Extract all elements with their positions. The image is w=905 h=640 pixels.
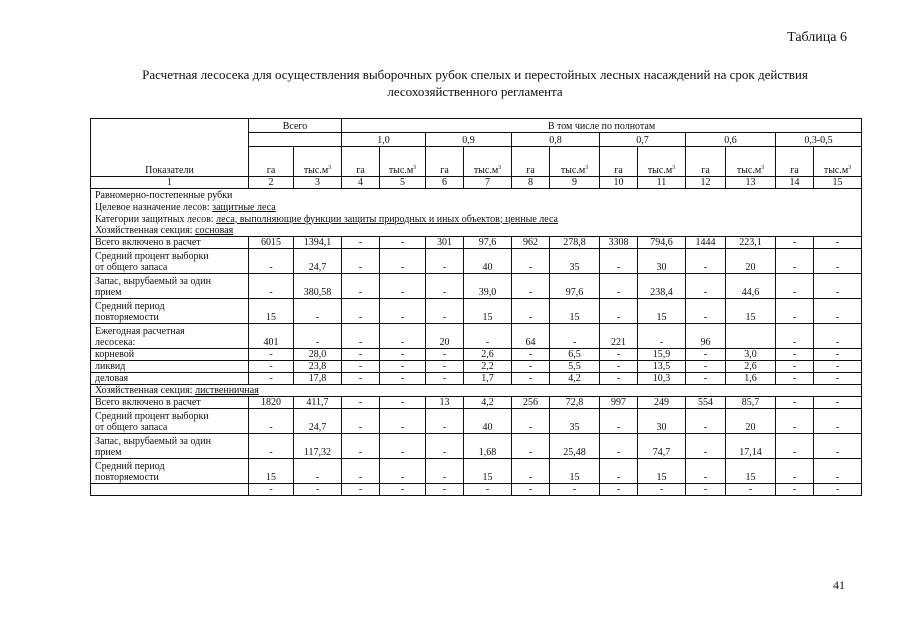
table-cell: 15: [726, 299, 776, 324]
table-cell: -: [380, 361, 426, 373]
table-cell: 97,6: [464, 237, 512, 249]
table-cell: -: [686, 484, 726, 496]
row-label: [91, 459, 249, 484]
table-cell: 30: [638, 409, 686, 434]
table-cell: 5,5: [550, 361, 600, 373]
table-cell: -: [426, 361, 464, 373]
column-number: 2: [249, 177, 294, 189]
unit-volume: [464, 147, 512, 177]
table-cell: 15: [249, 459, 294, 484]
table-cell: -: [686, 299, 726, 324]
unit-ha: га: [342, 147, 380, 177]
table-cell: -: [814, 373, 862, 385]
table-cell: 15: [550, 459, 600, 484]
table-cell: 1,68: [464, 434, 512, 459]
table-cell: -: [342, 459, 380, 484]
density-header: 1,0: [342, 133, 426, 147]
table-cell: -: [380, 397, 426, 409]
document-title: Расчетная лесосека для осуществления выборочных рубок спелых и перестойных лесных насаждений на срок действия лесохозяйственного регламента: [142, 67, 808, 99]
table-cell: -: [512, 274, 550, 299]
row-label-line: от общего запаса: [95, 262, 168, 273]
column-number: 6: [426, 177, 464, 189]
column-number: 4: [342, 177, 380, 189]
table-cell: 74,7: [638, 434, 686, 459]
column-number: 13: [726, 177, 776, 189]
table-cell: 85,7: [726, 397, 776, 409]
table-cell: -: [249, 434, 294, 459]
table-cell: -: [512, 409, 550, 434]
table-cell: -: [512, 249, 550, 274]
table-cell: 28,0: [294, 349, 342, 361]
table-cell: 72,8: [550, 397, 600, 409]
table-cell: -: [464, 324, 512, 349]
table-cell: -: [776, 434, 814, 459]
total-blank-cell: [249, 133, 342, 147]
unit-volume-sup: 3: [498, 165, 502, 171]
table-cell: 24,7: [294, 249, 342, 274]
table-cell: 25,48: [550, 434, 600, 459]
table-cell: 1,7: [464, 373, 512, 385]
unit-volume-text: тыс.м: [473, 165, 499, 176]
row-label-line: лесосека:: [95, 337, 136, 348]
table-cell: -: [342, 349, 380, 361]
table-cell: -: [686, 409, 726, 434]
table-cell: -: [342, 324, 380, 349]
table-cell: -: [512, 484, 550, 496]
table-cell: -: [249, 373, 294, 385]
table-cell: 20: [726, 409, 776, 434]
unit-ha: га: [426, 147, 464, 177]
table-cell: -: [342, 249, 380, 274]
unit-volume-text: тыс.м: [388, 165, 414, 176]
column-number: 1: [91, 177, 249, 189]
table-cell: [726, 324, 776, 349]
table-cell: -: [380, 484, 426, 496]
table-cell: -: [776, 237, 814, 249]
table-cell: -: [512, 459, 550, 484]
table-cell: -: [814, 349, 862, 361]
table-cell: -: [686, 373, 726, 385]
unit-volume-text: тыс.м: [560, 165, 586, 176]
density-header: 0,8: [512, 133, 600, 147]
table-cell: 40: [464, 249, 512, 274]
row-label-line: Средний процент выборки: [95, 251, 209, 262]
table-cell: -: [342, 299, 380, 324]
table-cell: -: [512, 373, 550, 385]
row-label: [91, 324, 249, 349]
table-cell: -: [686, 249, 726, 274]
unit-volume-sup: 3: [328, 165, 332, 171]
table-cell: -: [342, 361, 380, 373]
table-cell: -: [380, 237, 426, 249]
table-cell: -: [464, 484, 512, 496]
table-cell: 44,6: [726, 274, 776, 299]
table-cell: -: [686, 361, 726, 373]
table-cell: -: [776, 299, 814, 324]
unit-ha: га: [776, 147, 814, 177]
section-line-value: лиственничная: [195, 385, 259, 396]
table-cell: -: [380, 274, 426, 299]
table-cell: -: [294, 324, 342, 349]
table-cell: -: [814, 409, 862, 434]
table-cell: 3,0: [726, 349, 776, 361]
table-cell: -: [342, 409, 380, 434]
table-cell: -: [600, 299, 638, 324]
table-cell: -: [342, 397, 380, 409]
table-cell: 223,1: [726, 237, 776, 249]
table-cell: -: [638, 324, 686, 349]
column-number: 3: [294, 177, 342, 189]
table-cell: -: [600, 459, 638, 484]
table-cell: 6015: [249, 237, 294, 249]
table-cell: 97,6: [550, 274, 600, 299]
table-cell: 794,6: [638, 237, 686, 249]
column-number: 11: [638, 177, 686, 189]
row-label-line: повторяемости: [95, 472, 159, 483]
table-cell: -: [550, 324, 600, 349]
column-number: 14: [776, 177, 814, 189]
table-cell: 35: [550, 409, 600, 434]
table-cell: 962: [512, 237, 550, 249]
table-cell: -: [776, 249, 814, 274]
table-cell: -: [426, 459, 464, 484]
row-label: [91, 299, 249, 324]
table-cell: 380,58: [294, 274, 342, 299]
row-label-line: прием: [95, 447, 122, 458]
table-cell: -: [776, 324, 814, 349]
table-cell: 2,6: [726, 361, 776, 373]
table-cell: -: [426, 274, 464, 299]
table-cell: -: [814, 249, 862, 274]
table-cell: 1394,1: [294, 237, 342, 249]
row-label-line: Запас, вырубаемый за один: [95, 436, 211, 447]
table-cell: -: [600, 373, 638, 385]
section-line-label: Хозяйственная секция:: [95, 385, 196, 396]
table-cell: 15: [638, 299, 686, 324]
table-cell: -: [249, 484, 294, 496]
table-cell: -: [512, 299, 550, 324]
row-label-line: деловая: [95, 373, 129, 384]
table-cell: 15: [726, 459, 776, 484]
table-cell: -: [249, 274, 294, 299]
table-cell: -: [638, 484, 686, 496]
table-cell: -: [726, 484, 776, 496]
table-cell: 13,5: [638, 361, 686, 373]
table-cell: -: [426, 299, 464, 324]
table-cell: -: [814, 459, 862, 484]
row-label-line: Средний период: [95, 461, 165, 472]
table-cell: 15: [464, 459, 512, 484]
column-number: 5: [380, 177, 426, 189]
table-cell: -: [249, 361, 294, 373]
table-row: [91, 409, 862, 434]
density-header: 0,6: [686, 133, 776, 147]
table-cell: 1444: [686, 237, 726, 249]
table-cell: 30: [638, 249, 686, 274]
table-cell: -: [600, 434, 638, 459]
row-label: [91, 397, 249, 409]
table-cell: -: [776, 349, 814, 361]
row-label-line: Ежегодная расчетная: [95, 326, 185, 337]
table-cell: -: [814, 434, 862, 459]
table-cell: -: [294, 299, 342, 324]
table-cell: 249: [638, 397, 686, 409]
unit-ha: га: [686, 147, 726, 177]
table-cell: 401: [249, 324, 294, 349]
table-row: [91, 361, 862, 373]
table-cell: -: [814, 361, 862, 373]
table-cell: -: [814, 299, 862, 324]
table-cell: -: [342, 274, 380, 299]
table-cell: -: [380, 459, 426, 484]
table-cell: 256: [512, 397, 550, 409]
table-cell: -: [249, 349, 294, 361]
unit-volume: [380, 147, 426, 177]
row-label-line: корневой: [95, 349, 135, 360]
column-number: 10: [600, 177, 638, 189]
table-cell: 15: [638, 459, 686, 484]
table-cell: -: [686, 459, 726, 484]
table-cell: 10,3: [638, 373, 686, 385]
table-cell: 15,9: [638, 349, 686, 361]
unit-volume-sup: 3: [848, 165, 852, 171]
unit-volume-text: тыс.м: [823, 165, 849, 176]
table-cell: 221: [600, 324, 638, 349]
table-cell: 1820: [249, 397, 294, 409]
row-label: [91, 361, 249, 373]
section-line: [91, 201, 862, 213]
row-label-line: прием: [95, 287, 122, 298]
table-cell: 20: [426, 324, 464, 349]
density-header: 0,7: [600, 133, 686, 147]
table-cell: -: [776, 484, 814, 496]
unit-volume: [814, 147, 862, 177]
table-cell: 96: [686, 324, 726, 349]
table-cell: -: [426, 373, 464, 385]
table-cell: -: [776, 274, 814, 299]
row-label-line: повторяемости: [95, 312, 159, 323]
table-cell: 117,32: [294, 434, 342, 459]
section-line: [91, 225, 862, 237]
table-cell: -: [600, 349, 638, 361]
unit-volume-text: тыс.м: [736, 165, 762, 176]
table-row: [91, 349, 862, 361]
table-cell: -: [686, 434, 726, 459]
table-row: [91, 237, 862, 249]
row-label-line: от общего запаса: [95, 422, 168, 433]
page-number: 41: [833, 578, 845, 592]
unit-volume-sup: 3: [761, 165, 765, 171]
row-label: [91, 249, 249, 274]
table-cell: 3308: [600, 237, 638, 249]
table-cell: -: [342, 237, 380, 249]
table-cell: -: [380, 349, 426, 361]
table-cell: 238,4: [638, 274, 686, 299]
table-cell: -: [600, 249, 638, 274]
table-cell: -: [380, 434, 426, 459]
table-row: [91, 299, 862, 324]
table-cell: -: [380, 324, 426, 349]
table-row: [91, 459, 862, 484]
section-line-label: Целевое назначение лесов:: [95, 201, 213, 213]
table-cell: -: [600, 409, 638, 434]
table-row: [91, 249, 862, 274]
section-line: [91, 385, 862, 397]
table-cell: -: [380, 299, 426, 324]
unit-volume-text: тыс.м: [647, 165, 673, 176]
table-cell: 4,2: [550, 373, 600, 385]
table-row: [91, 324, 862, 349]
column-number: 7: [464, 177, 512, 189]
table-cell: -: [426, 249, 464, 274]
section-line: [91, 189, 862, 201]
section-line-label: Равномерно-постепенные рубки: [95, 189, 233, 201]
row-label-line: Запас, вырубаемый за один: [95, 276, 211, 287]
table-cell: -: [426, 349, 464, 361]
header-total: Всего: [249, 119, 342, 133]
table-row: [91, 274, 862, 299]
table-cell: -: [600, 361, 638, 373]
table-cell: 997: [600, 397, 638, 409]
table-cell: -: [426, 434, 464, 459]
table-row: [91, 434, 862, 459]
table-cell: -: [550, 484, 600, 496]
section-line-value: сосновая: [195, 225, 234, 236]
table-cell: -: [776, 361, 814, 373]
table-cell: -: [814, 274, 862, 299]
table-cell: 17,14: [726, 434, 776, 459]
table-cell: 2,6: [464, 349, 512, 361]
section-line-value: защитные леса: [212, 201, 276, 213]
table-cell: 4,2: [464, 397, 512, 409]
table-cell: -: [380, 409, 426, 434]
unit-volume: [638, 147, 686, 177]
row-label-line: Средний процент выборки: [95, 411, 209, 422]
table-row: [91, 397, 862, 409]
table-cell: -: [294, 459, 342, 484]
table-cell: -: [776, 409, 814, 434]
table-cell: 411,7: [294, 397, 342, 409]
unit-ha: га: [512, 147, 550, 177]
table-cell: -: [814, 484, 862, 496]
header-by-density: В том числе по полнотам: [342, 119, 862, 133]
table-cell: -: [814, 237, 862, 249]
table-row: [91, 484, 862, 496]
table-cell: -: [814, 397, 862, 409]
row-label-line: ликвид: [95, 361, 126, 372]
unit-volume-sup: 3: [413, 165, 417, 171]
table-cell: -: [776, 459, 814, 484]
row-label-line: Всего включено в расчет: [95, 237, 201, 248]
table-cell: -: [600, 274, 638, 299]
header-indicators: Показатели: [91, 119, 249, 177]
table-cell: 39,0: [464, 274, 512, 299]
table-cell: -: [512, 349, 550, 361]
table-cell: -: [380, 249, 426, 274]
table-cell: -: [380, 373, 426, 385]
table-cell: 278,8: [550, 237, 600, 249]
table-cell: -: [814, 324, 862, 349]
table-cell: 554: [686, 397, 726, 409]
table-cell: -: [512, 434, 550, 459]
column-number: 15: [814, 177, 862, 189]
section-line: [91, 213, 862, 225]
table-cell: -: [294, 484, 342, 496]
table-cell: 24,7: [294, 409, 342, 434]
unit-volume-sup: 3: [672, 165, 676, 171]
forest-cutting-table: [90, 118, 862, 496]
row-label: [91, 274, 249, 299]
row-label-line: Средний период: [95, 301, 165, 312]
row-label: [91, 434, 249, 459]
unit-volume: [726, 147, 776, 177]
table-cell: -: [426, 484, 464, 496]
unit-volume: [550, 147, 600, 177]
table-cell: -: [686, 274, 726, 299]
table-cell: -: [249, 249, 294, 274]
column-number: 12: [686, 177, 726, 189]
density-header: 0,9: [426, 133, 512, 147]
table-cell: 15: [464, 299, 512, 324]
unit-volume-sup: 3: [585, 165, 589, 171]
unit-volume-text: тыс.м: [303, 165, 329, 176]
unit-ha: га: [600, 147, 638, 177]
table-cell: 23,8: [294, 361, 342, 373]
density-header: 0,3-0,5: [776, 133, 862, 147]
section-line-label: Категории защитных лесов:: [95, 213, 217, 225]
table-cell: 15: [249, 299, 294, 324]
table-cell: 15: [550, 299, 600, 324]
section-line-value: леса, выполняющие функции защиты природных и иных объектов; ценные леса: [216, 213, 558, 225]
table-cell: 2,2: [464, 361, 512, 373]
row-label: [91, 373, 249, 385]
row-label: [91, 409, 249, 434]
unit-volume: [294, 147, 342, 177]
table-cell: -: [342, 434, 380, 459]
unit-ha: га: [249, 147, 294, 177]
table-row: [91, 373, 862, 385]
section-line-label: Хозяйственная секция:: [95, 225, 196, 236]
table-cell: -: [249, 409, 294, 434]
table-cell: -: [512, 361, 550, 373]
table-cell: -: [342, 373, 380, 385]
table-cell: 1,6: [726, 373, 776, 385]
table-cell: 64: [512, 324, 550, 349]
table-cell: -: [686, 349, 726, 361]
table-cell: 13: [426, 397, 464, 409]
table-label: Таблица 6: [787, 30, 847, 45]
table-cell: 40: [464, 409, 512, 434]
table-cell: -: [342, 484, 380, 496]
row-label: [91, 349, 249, 361]
column-number: 9: [550, 177, 600, 189]
table-cell: 6,5: [550, 349, 600, 361]
column-number: 8: [512, 177, 550, 189]
table-cell: 301: [426, 237, 464, 249]
table-cell: 17,8: [294, 373, 342, 385]
table-cell: 20: [726, 249, 776, 274]
table-cell: -: [600, 484, 638, 496]
table-cell: -: [426, 409, 464, 434]
row-label: [91, 237, 249, 249]
table-cell: -: [776, 397, 814, 409]
table-cell: -: [776, 373, 814, 385]
row-label: [91, 484, 249, 496]
table-cell: 35: [550, 249, 600, 274]
row-label-line: Всего включено в расчет: [95, 397, 201, 408]
